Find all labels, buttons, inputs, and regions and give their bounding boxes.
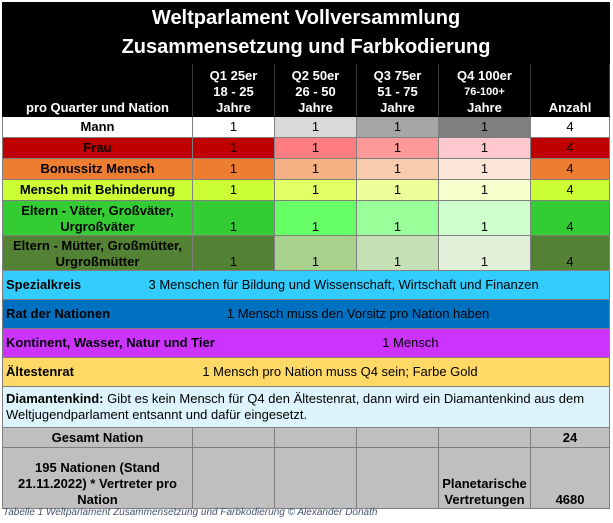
gesamt-empty bbox=[275, 428, 357, 448]
cell-anzahl: 4 bbox=[531, 117, 610, 138]
table-row bbox=[3, 201, 610, 236]
nationen-empty bbox=[275, 448, 357, 509]
cell-q1: 1 bbox=[193, 201, 275, 236]
rat-cell bbox=[3, 300, 610, 329]
planetarische-label: Planetarische Vertretungen bbox=[439, 448, 531, 509]
diamantenkind-text: Gibt es kein Mensch für Q4 den Ältestenrat, dann wird ein Diamantenkind aus dem Weltjugendparlament entsannt und dafür eingesetzt. bbox=[6, 391, 585, 422]
gesamt-empty bbox=[357, 428, 439, 448]
nationen-empty bbox=[357, 448, 439, 509]
aeltestenrat-value: 1 Mensch pro Nation muss Q4 sein; Farbe Gold bbox=[202, 364, 478, 379]
diamantenkind-row bbox=[3, 387, 610, 428]
rat-value: 1 Mensch muss den Vorsitz pro Nation haben bbox=[226, 306, 490, 321]
table-row bbox=[3, 236, 610, 271]
gesamt-anzahl: 24 bbox=[531, 428, 610, 448]
cell-anzahl: 4 bbox=[531, 180, 610, 201]
cell-q2: 1 bbox=[275, 117, 357, 138]
cell-q3: 1 bbox=[357, 180, 439, 201]
spezialkreis-value: 3 Menschen für Bildung und Wissenschaft, Wirtschaft und Finanzen bbox=[148, 277, 539, 292]
table-caption: Tabelle 1 Weltparlament Zusammensetzung und Farbkodierung © Alexander Donath bbox=[3, 507, 378, 518]
cell-q4: 1 bbox=[439, 159, 531, 180]
table-row bbox=[3, 159, 610, 180]
cell-q4: 1 bbox=[439, 117, 531, 138]
row-label-muetter: Eltern - Mütter, Großmütter, Urgroßmütter bbox=[3, 236, 193, 271]
header-row-label: pro Quarter und Nation bbox=[3, 64, 193, 117]
cell-q4: 1 bbox=[439, 180, 531, 201]
cell-q2: 1 bbox=[275, 159, 357, 180]
spezialkreis-row bbox=[3, 271, 610, 300]
cell-q2: 1 bbox=[275, 201, 357, 236]
spezialkreis-cell bbox=[3, 271, 610, 300]
cell-q4: 1 bbox=[439, 201, 531, 236]
table-row bbox=[3, 117, 610, 138]
cell-q2: 1 bbox=[275, 180, 357, 201]
gesamt-label: Gesamt Nation bbox=[3, 428, 193, 448]
title-line-1: Weltparlament Vollversammlung bbox=[151, 7, 461, 29]
diamantenkind-cell bbox=[3, 387, 610, 428]
header-q2: Q2 50er 26 - 50 Jahre bbox=[275, 64, 357, 117]
cell-q1: 1 bbox=[193, 138, 275, 159]
cell-q3: 1 bbox=[357, 117, 439, 138]
aeltestenrat-row bbox=[3, 358, 610, 387]
kontinent-value: 1 Mensch bbox=[382, 335, 439, 350]
aeltestenrat-cell bbox=[3, 358, 610, 387]
cell-q4: 1 bbox=[439, 236, 531, 271]
spezialkreis-label: Spezialkreis bbox=[6, 277, 82, 292]
title-row bbox=[3, 3, 610, 64]
cell-q3: 1 bbox=[357, 159, 439, 180]
kontinent-row bbox=[3, 329, 610, 358]
table-row bbox=[3, 180, 610, 201]
gesamt-row bbox=[3, 428, 610, 448]
cell-anzahl: 4 bbox=[531, 138, 610, 159]
header-q3: Q3 75er 51 - 75 Jahre bbox=[357, 64, 439, 117]
header-q4: Q4 100er 76-100+ Jahre bbox=[439, 64, 531, 117]
nationen-row bbox=[3, 448, 610, 509]
row-label-behinderung: Mensch mit Behinderung bbox=[3, 180, 193, 201]
cell-q1: 1 bbox=[193, 159, 275, 180]
row-label-frau: Frau bbox=[3, 138, 193, 159]
assembly-table bbox=[2, 2, 610, 509]
cell-q2: 1 bbox=[275, 236, 357, 271]
nationen-label: 195 Nationen (Stand 21.11.2022) * Vertreter pro Nation bbox=[3, 448, 193, 509]
gesamt-empty bbox=[193, 428, 275, 448]
table-row bbox=[3, 138, 610, 159]
cell-q1: 1 bbox=[193, 117, 275, 138]
title-line-2: Zusammensetzung und Farbkodierung bbox=[121, 36, 491, 58]
aeltestenrat-label: Ältestenrat bbox=[6, 364, 74, 379]
table-title bbox=[3, 3, 610, 64]
header-row bbox=[3, 64, 610, 117]
row-label-vaeter: Eltern - Väter, Großväter, Urgroßväter bbox=[3, 201, 193, 236]
gesamt-empty bbox=[439, 428, 531, 448]
cell-q2: 1 bbox=[275, 138, 357, 159]
rat-row bbox=[3, 300, 610, 329]
header-q1: Q1 25er 18 - 25 Jahre bbox=[193, 64, 275, 117]
cell-anzahl: 4 bbox=[531, 236, 610, 271]
nationen-empty bbox=[193, 448, 275, 509]
row-label-mann: Mann bbox=[3, 117, 193, 138]
nationen-anzahl: 4680 bbox=[531, 448, 610, 509]
header-anzahl: Anzahl bbox=[531, 64, 610, 117]
cell-q3: 1 bbox=[357, 236, 439, 271]
cell-anzahl: 4 bbox=[531, 201, 610, 236]
cell-q3: 1 bbox=[357, 201, 439, 236]
cell-q3: 1 bbox=[357, 138, 439, 159]
kontinent-cell bbox=[3, 329, 610, 358]
cell-q1: 1 bbox=[193, 236, 275, 271]
cell-q1: 1 bbox=[193, 180, 275, 201]
cell-q4: 1 bbox=[439, 138, 531, 159]
diamantenkind-label: Diamantenkind: bbox=[6, 391, 104, 406]
cell-anzahl: 4 bbox=[531, 159, 610, 180]
row-label-bonussitz: Bonussitz Mensch bbox=[3, 159, 193, 180]
rat-label: Rat der Nationen bbox=[6, 306, 111, 321]
kontinent-label: Kontinent, Wasser, Natur und Tier bbox=[6, 335, 215, 350]
